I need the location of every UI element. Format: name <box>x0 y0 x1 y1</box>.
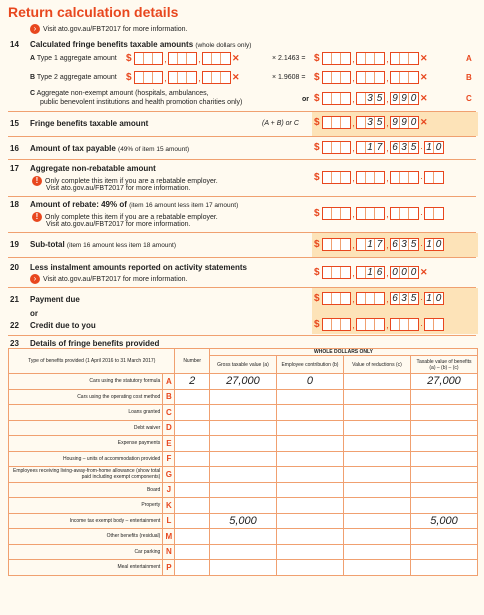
warning-icon: ! <box>32 176 42 186</box>
gross-value-field[interactable] <box>209 420 276 436</box>
reductions-field[interactable] <box>343 374 410 390</box>
employee-contribution-field[interactable] <box>276 405 343 421</box>
number-field[interactable] <box>175 560 210 576</box>
item-14b-multiplier: × 1.9608 = <box>272 74 306 81</box>
item-23-number: 23 <box>10 339 19 348</box>
item-14c-amount-field[interactable]: $ , 3 5 , 9 9 0 ✕ <box>314 93 428 104</box>
employee-contribution-field[interactable]: 0 <box>276 374 343 390</box>
header-taxable: Taxable value of benefits (a) – (b) – (c) <box>410 356 477 374</box>
table-row <box>9 420 478 436</box>
number-field[interactable] <box>175 467 210 483</box>
item-15-formula: (A + B) or C <box>262 120 299 127</box>
taxable-value-field[interactable] <box>410 389 477 405</box>
item-19-label: Sub-total (item 16 amount less item 18 amount) <box>30 240 177 249</box>
taxable-value-field[interactable] <box>410 529 477 545</box>
item-15-label: Fringe benefits taxable amount <box>30 119 149 128</box>
row-code: J <box>163 482 175 498</box>
gross-value-field[interactable] <box>209 389 276 405</box>
gross-value-field[interactable] <box>209 498 276 514</box>
table-row <box>9 389 478 405</box>
number-field[interactable] <box>175 405 210 421</box>
reductions-field[interactable] <box>343 467 410 483</box>
number-field[interactable] <box>175 529 210 545</box>
divider <box>8 136 476 137</box>
item-20-visit[interactable]: › Visit ato.gov.au/FBT2017 for more information. <box>30 274 187 284</box>
item-17-number: 17 <box>10 164 19 173</box>
row-label: Other benefits (residual) <box>9 529 163 545</box>
gross-value-field[interactable] <box>209 405 276 421</box>
reductions-field[interactable] <box>343 544 410 560</box>
row-code: E <box>163 436 175 452</box>
item-22-amount-field[interactable]: $ , , · <box>314 318 444 331</box>
row-code: F <box>163 451 175 467</box>
header-employee-contribution: Employee contribution (b) <box>276 356 343 374</box>
employee-contribution-field[interactable] <box>276 436 343 452</box>
employee-contribution-field[interactable] <box>276 389 343 405</box>
visit-link-top[interactable]: › Visit ato.gov.au/FBT2017 for more information. <box>30 24 187 34</box>
item-17-warning: ! Only complete this item if you are a rebatable employer. <box>32 176 218 186</box>
item-20-label: Less instalment amounts reported on activity statements <box>30 263 247 272</box>
header-reductions: Value of reductions (c) <box>343 356 410 374</box>
table-row <box>9 560 478 576</box>
item-14-side-c: C <box>466 94 472 103</box>
number-field[interactable] <box>175 482 210 498</box>
employee-contribution-field[interactable] <box>276 513 343 529</box>
item-18-amount-field[interactable]: $ , , · <box>314 207 444 220</box>
reductions-field[interactable] <box>343 420 410 436</box>
item-18-visit[interactable]: Visit ato.gov.au/FBT2017 for more information. <box>46 221 191 228</box>
item-21-number: 21 <box>10 295 19 304</box>
reductions-field[interactable] <box>343 482 410 498</box>
divider <box>8 335 476 336</box>
table-row <box>9 436 478 452</box>
item-20-number: 20 <box>10 263 19 272</box>
item-18-warning: ! Only complete this item if you are a rebatable employer. <box>32 212 218 222</box>
item-14-number: 14 <box>10 40 19 49</box>
row-code: A <box>163 374 175 390</box>
divider <box>8 257 476 258</box>
number-field[interactable] <box>175 436 210 452</box>
item-18-number: 18 <box>10 200 19 209</box>
reductions-field[interactable] <box>343 405 410 421</box>
item-14a-multiplier: × 2.1463 = <box>272 55 306 62</box>
table-row <box>9 498 478 514</box>
item-18-label: Amount of rebate: 49% of (item 16 amount less item 17 amount) <box>30 200 239 209</box>
employee-contribution-field[interactable] <box>276 498 343 514</box>
gross-value-field[interactable] <box>209 436 276 452</box>
item-16-amount-field[interactable]: $ , 1 7 , 6 3 5 · 1 0 <box>314 141 444 154</box>
number-field[interactable] <box>175 420 210 436</box>
gross-value-field[interactable] <box>209 451 276 467</box>
table-row <box>9 467 478 483</box>
item-14-side-b: B <box>466 73 472 82</box>
row-code: K <box>163 498 175 514</box>
arrow-right-icon: › <box>30 24 40 34</box>
reductions-field[interactable] <box>343 513 410 529</box>
row-code: N <box>163 544 175 560</box>
number-field[interactable] <box>175 451 210 467</box>
item-14b-label: B Type 2 aggregate amount <box>30 74 117 81</box>
table-row <box>9 374 478 390</box>
item-22-label: Credit due to you <box>30 321 96 330</box>
item-22-number: 22 <box>10 321 19 330</box>
taxable-value-field[interactable] <box>410 420 477 436</box>
row-label: Meal entertainment <box>9 560 163 576</box>
item-20-amount-field[interactable]: $ , 1 6 , 0 0 0 ✕ <box>314 267 428 278</box>
taxable-value-field[interactable]: 5,000 <box>410 513 477 529</box>
employee-contribution-field[interactable] <box>276 420 343 436</box>
number-field[interactable]: 2 <box>175 374 210 390</box>
row-label: Loans granted <box>9 405 163 421</box>
page-title: Return calculation details <box>8 4 179 20</box>
item-17-amount-field[interactable]: $ , , · <box>314 171 444 184</box>
item-14a-amount-field[interactable]: $ , , ✕ <box>126 53 240 64</box>
number-field[interactable] <box>175 498 210 514</box>
row-label: Board <box>9 482 163 498</box>
item-14c-label-2: public benevolent institutions and health promotion charities only) <box>40 99 243 106</box>
employee-contribution-field[interactable] <box>276 482 343 498</box>
item-14b-result-field[interactable]: $ , , ✕ <box>314 72 428 83</box>
item-15-number: 15 <box>10 119 19 128</box>
employee-contribution-field[interactable] <box>276 544 343 560</box>
taxable-value-field[interactable] <box>410 405 477 421</box>
taxable-value-field[interactable] <box>410 482 477 498</box>
employee-contribution-field[interactable] <box>276 529 343 545</box>
number-field[interactable] <box>175 389 210 405</box>
or-label: or <box>30 309 38 318</box>
row-label: Car parking <box>9 544 163 560</box>
row-label: Debt waiver <box>9 420 163 436</box>
item-14c-or: or <box>302 96 309 103</box>
row-code: G <box>163 467 175 483</box>
item-19-amount-field[interactable]: $ , 1 7 , 6 3 5 · 1 0 <box>314 238 444 251</box>
item-14-side-a: A <box>466 54 472 63</box>
gross-value-field[interactable] <box>209 482 276 498</box>
table-row <box>9 513 478 529</box>
row-code: B <box>163 389 175 405</box>
item-23-label: Details of fringe benefits provided <box>30 339 160 348</box>
table-row <box>9 529 478 545</box>
divider <box>8 159 476 160</box>
reductions-field[interactable] <box>343 451 410 467</box>
item-14c-label: C Aggregate non-exempt amount (hospitals, ambulances, <box>30 90 209 97</box>
item-17-visit[interactable]: Visit ato.gov.au/FBT2017 for more information. <box>46 185 191 192</box>
item-15-amount-field[interactable]: $ , 3 5 , 9 9 0 ✕ <box>314 117 428 128</box>
item-16-number: 16 <box>10 144 19 153</box>
table-row <box>9 544 478 560</box>
reductions-field[interactable] <box>343 389 410 405</box>
header-whole-dollars: WHOLE DOLLARS ONLY <box>209 349 477 356</box>
table-row <box>9 482 478 498</box>
row-label: Expense payments <box>9 436 163 452</box>
header-number: Number <box>175 349 210 374</box>
row-code: D <box>163 420 175 436</box>
table-row <box>9 405 478 421</box>
row-code: C <box>163 405 175 421</box>
taxable-value-field[interactable] <box>410 544 477 560</box>
warning-icon: ! <box>32 212 42 222</box>
reductions-field[interactable] <box>343 529 410 545</box>
row-label: Cars using the statutory formula <box>9 374 163 390</box>
arrow-right-icon: › <box>30 274 40 284</box>
row-code: L <box>163 513 175 529</box>
divider <box>8 196 476 197</box>
header-gross: Gross taxable value (a) <box>209 356 276 374</box>
benefits-table <box>8 348 478 576</box>
item-19-number: 19 <box>10 240 19 249</box>
item-14b-amount-field[interactable]: $ , , ✕ <box>126 72 240 83</box>
row-label: Cars using the operating cost method <box>9 389 163 405</box>
item-14a-result-field[interactable]: $ , , ✕ <box>314 53 428 64</box>
item-21-label: Payment due <box>30 295 80 304</box>
taxable-value-field[interactable] <box>410 436 477 452</box>
row-label: Income tax exempt body – entertainment <box>9 513 163 529</box>
row-label: Employees receiving living-away-from-home allowance (show total paid including exempt components) <box>9 467 163 483</box>
employee-contribution-field[interactable] <box>276 451 343 467</box>
taxable-value-field[interactable]: 27,000 <box>410 374 477 390</box>
employee-contribution-field[interactable] <box>276 467 343 483</box>
taxable-value-field[interactable] <box>410 451 477 467</box>
row-code: P <box>163 560 175 576</box>
table-row <box>9 451 478 467</box>
reductions-field[interactable] <box>343 498 410 514</box>
item-17-label: Aggregate non-rebatable amount <box>30 164 156 173</box>
taxable-value-field[interactable] <box>410 498 477 514</box>
row-label: Housing – units of accommodation provided <box>9 451 163 467</box>
reductions-field[interactable] <box>343 560 410 576</box>
row-code: M <box>163 529 175 545</box>
header-type: Type of benefits provided (1 April 2016 to 31 March 2017) <box>9 349 175 374</box>
item-14a-label: A Type 1 aggregate amount <box>30 55 117 62</box>
taxable-value-field[interactable] <box>410 467 477 483</box>
gross-value-field[interactable] <box>209 560 276 576</box>
gross-value-field[interactable] <box>209 529 276 545</box>
number-field[interactable] <box>175 513 210 529</box>
row-label: Property <box>9 498 163 514</box>
item-16-label: Amount of tax payable (49% of item 15 amount) <box>30 144 190 153</box>
item-14-label: Calculated fringe benefits taxable amounts (whole dollars only) <box>30 40 252 49</box>
employee-contribution-field[interactable] <box>276 560 343 576</box>
gross-value-field[interactable]: 27,000 <box>209 374 276 390</box>
number-field[interactable] <box>175 544 210 560</box>
gross-value-field[interactable]: 5,000 <box>209 513 276 529</box>
gross-value-field[interactable] <box>209 544 276 560</box>
taxable-value-field[interactable] <box>410 560 477 576</box>
item-21-amount-field[interactable]: $ , , 6 3 5 · 1 0 <box>314 292 444 305</box>
gross-value-field[interactable] <box>209 467 276 483</box>
reductions-field[interactable] <box>343 436 410 452</box>
